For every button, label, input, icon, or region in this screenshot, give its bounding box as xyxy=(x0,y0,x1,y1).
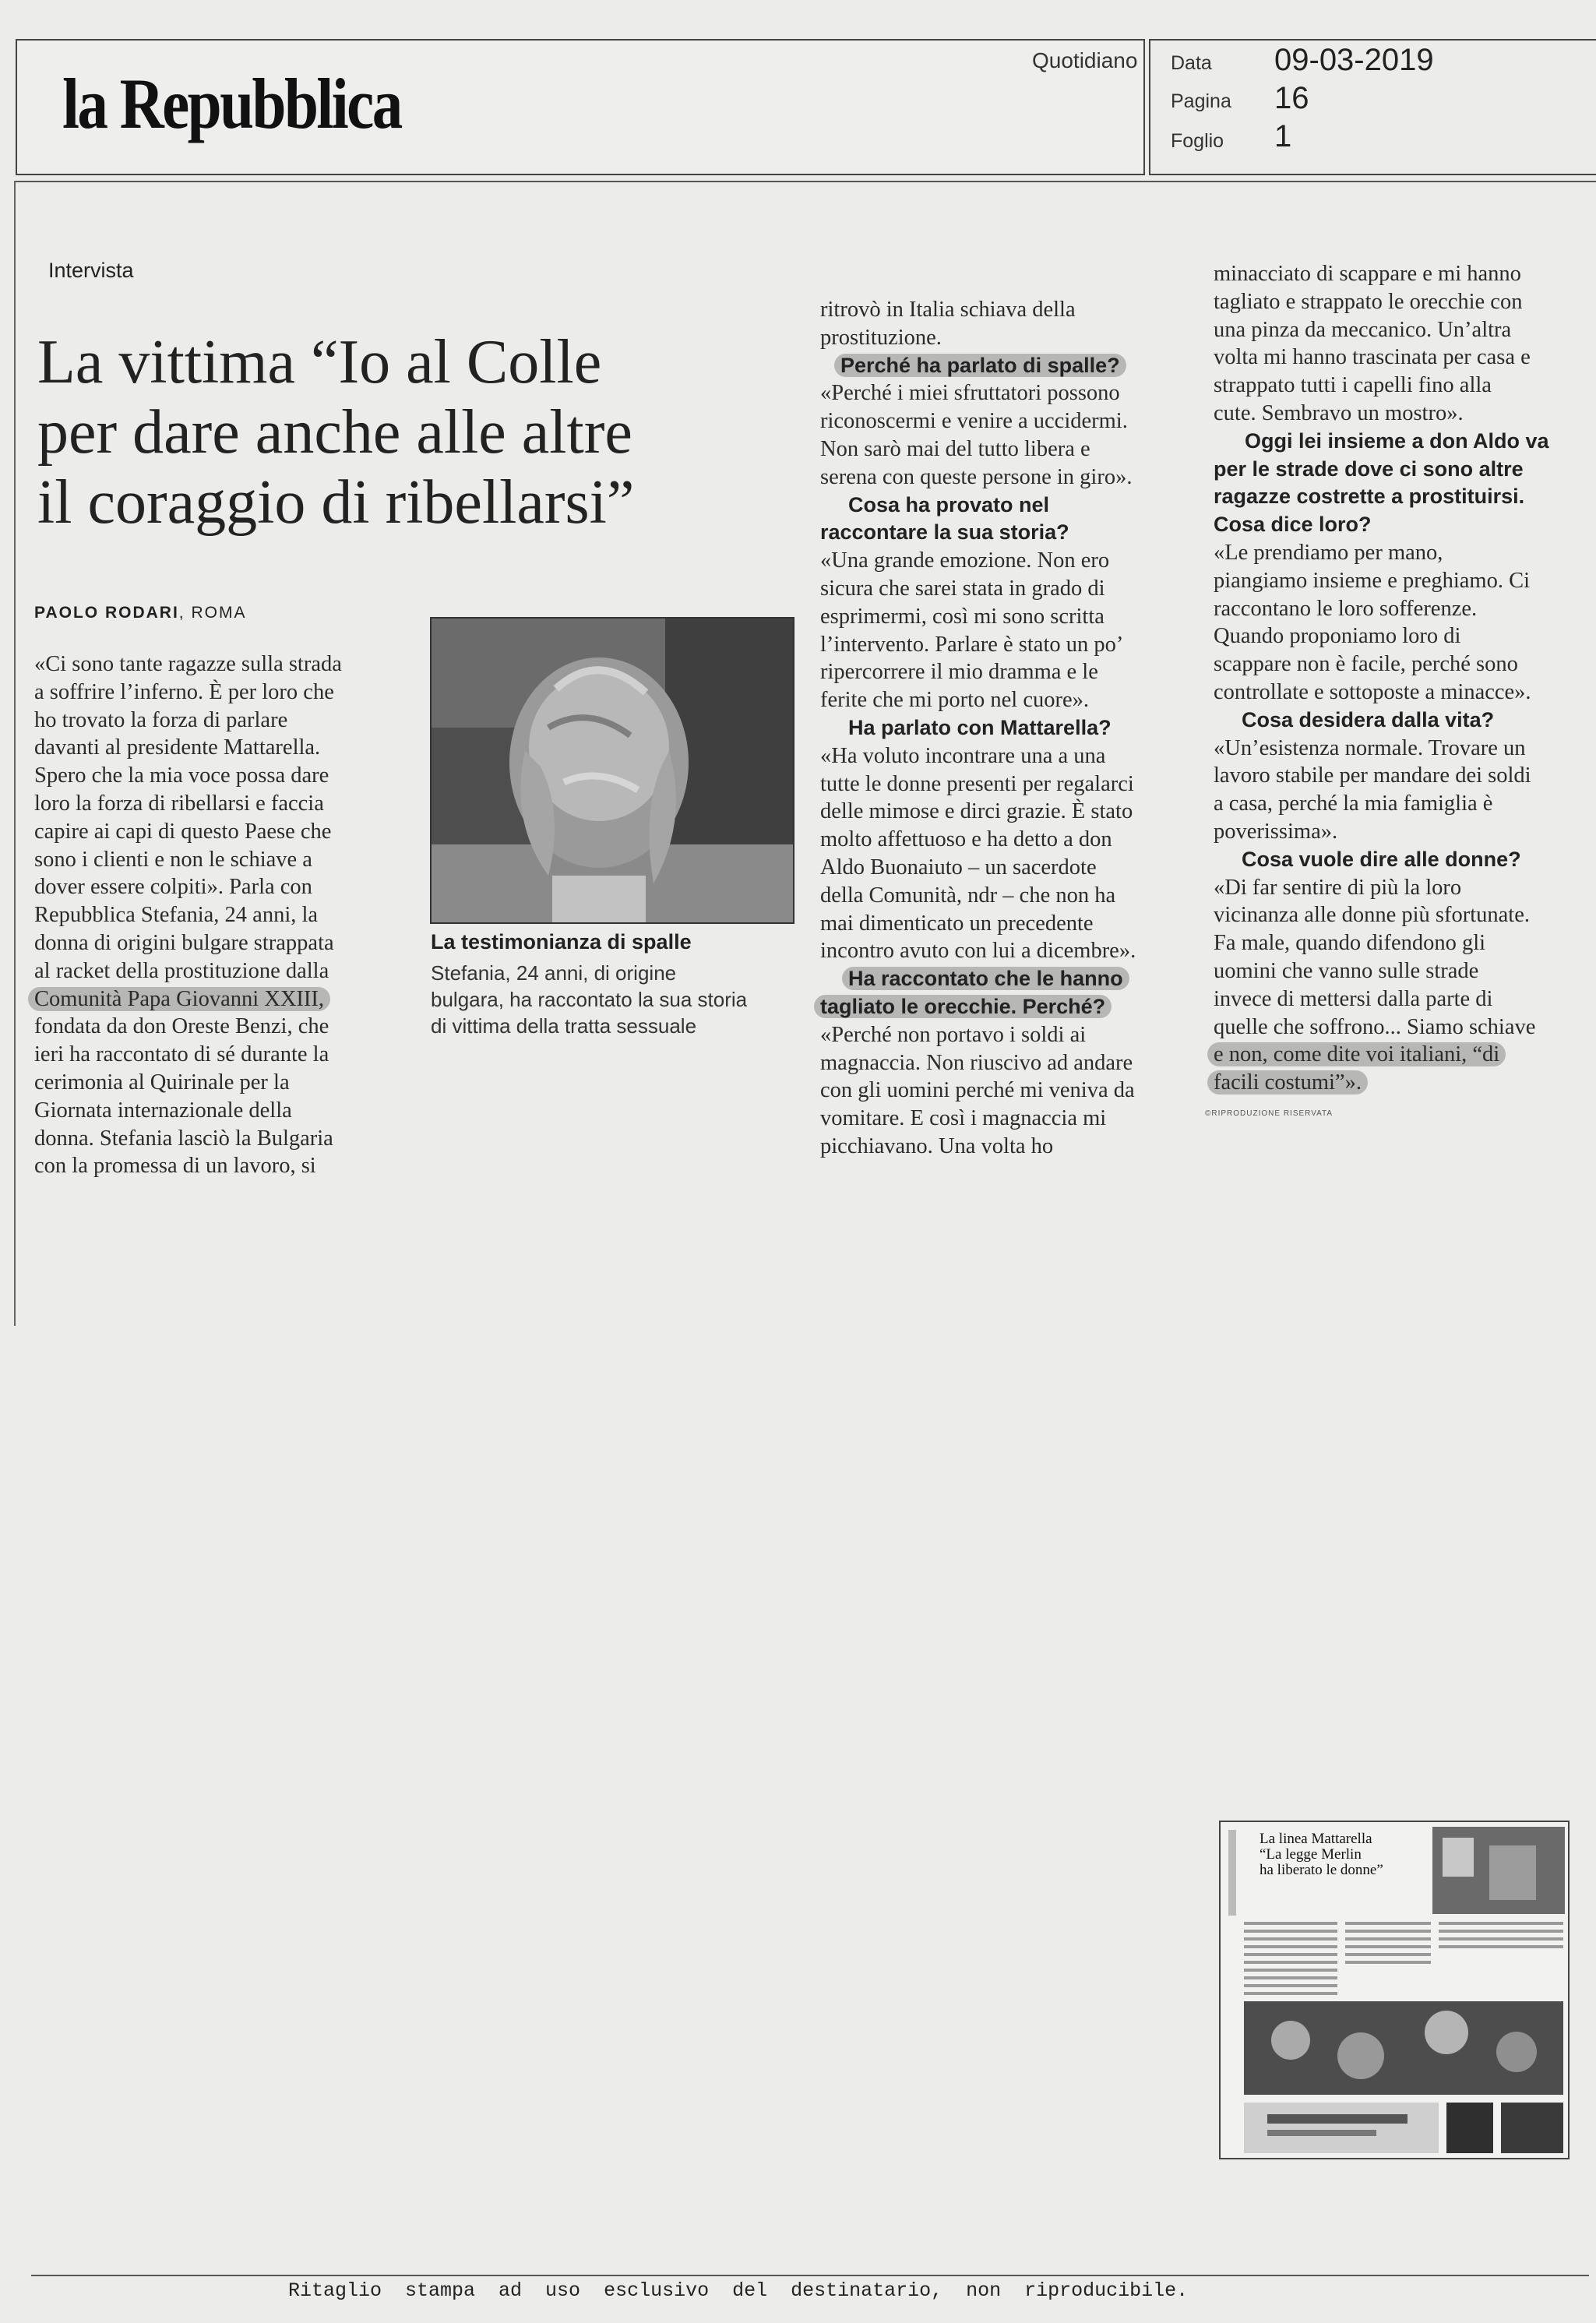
text-line: fondata da don Oreste Benzi, che xyxy=(34,1014,329,1039)
question-line xyxy=(820,965,1136,993)
text-line: cerimonia al Quirinale per la xyxy=(34,1070,290,1095)
text-line: ieri ha raccontato di sé durante la xyxy=(34,1042,329,1067)
meta-value-pagina: 16 xyxy=(1274,81,1309,115)
text-line: «Le prendiamo per mano, xyxy=(1214,540,1443,565)
text-line: uomini che vanno sulle strade xyxy=(1214,958,1479,983)
text-line: magnaccia. Non riuscivo ad andare xyxy=(820,1050,1133,1075)
text-line: donna di origini bulgare strappata xyxy=(34,930,334,955)
article-frame-top xyxy=(16,181,1596,182)
highlighted-text: Comunità Papa Giovanni XXIII, xyxy=(28,987,330,1011)
thumbnail-headline-line: La linea Mattarella xyxy=(1260,1831,1372,1847)
text-line: piangiamo insieme e preghiamo. Ci xyxy=(1214,568,1531,593)
text-line: «Perché i miei sfruttatori possono xyxy=(820,381,1120,406)
text-line: «Ha voluto incontrare una a una xyxy=(820,743,1106,768)
text-line: tagliato e strappato le orecchie con xyxy=(1214,289,1523,314)
publication-frequency: Quotidiano xyxy=(1032,48,1138,72)
text-line: Aldo Buonaiuto – un sacerdote xyxy=(820,855,1097,879)
text-line: raccontano le loro sofferenze. xyxy=(1214,596,1478,621)
copyright-notice: ©RIPRODUZIONE RISERVATA xyxy=(1205,1109,1334,1118)
text-line: capire ai capi di questo Paese che xyxy=(34,819,332,844)
text-line: a soffrire l’inferno. È per loro che xyxy=(34,679,334,704)
question-line: per le strade dove ci sono altre xyxy=(1214,456,1524,481)
caption-line: bulgara, ha raccontato la sua storia xyxy=(431,988,748,1011)
section-label: Intervista xyxy=(48,259,134,282)
text-line: Spero che la mia voce possa dare xyxy=(34,763,329,788)
headline-line: La vittima “Io al Colle xyxy=(37,328,602,397)
question-line xyxy=(820,352,1136,380)
text-line: Repubblica Stefania, 24 anni, la xyxy=(34,903,319,928)
masthead: la Repubblica xyxy=(62,64,401,143)
footer-notice: Ritaglio stampa ad uso esclusivo del destinatario, non riproducibile. xyxy=(288,2279,1189,2302)
highlighted-question: Perché ha parlato di spalle? xyxy=(834,354,1126,377)
text-line: «Di far sentire di più la loro xyxy=(1214,875,1462,900)
highlighted-question: Ha raccontato che le hanno xyxy=(842,967,1129,990)
text-line: esprimermi, così mi sono scritta xyxy=(820,604,1105,629)
article-column-3 xyxy=(1214,260,1549,1097)
byline-author: PAOLO RODARI xyxy=(34,604,179,622)
photo-caption-title: La testimonianza di spalle xyxy=(431,930,692,954)
footer-rule xyxy=(31,2275,1589,2276)
text-line: a casa, perché la mia famiglia è xyxy=(1214,791,1493,816)
text-line: donna. Stefania lasciò la Bulgaria xyxy=(34,1126,333,1151)
thumbnail-headline-line: “La legge Merlin xyxy=(1260,1846,1362,1863)
question-line: Cosa ha provato nel xyxy=(848,492,1050,516)
text-line: tutte le donne presenti per regalarci xyxy=(820,771,1134,796)
meta-label-pagina: Pagina xyxy=(1171,90,1231,112)
text-line: sono i clienti e non le schiave a xyxy=(34,847,312,872)
text-line: «Perché non portavo i soldi ai xyxy=(820,1022,1087,1047)
caption-line: di vittima della tratta sessuale xyxy=(431,1014,697,1038)
headline-line: per dare anche alle altre xyxy=(37,398,632,467)
text-line: riconoscermi e venire a uccidermi. xyxy=(820,409,1128,434)
text-line: «Ci sono tante ragazze sulla strada xyxy=(34,652,342,676)
meta-value-foglio: 1 xyxy=(1274,119,1292,153)
text-line: vicinanza alle donne più sfortunate. xyxy=(1214,903,1530,928)
text-line: ho trovato la forza di parlare xyxy=(34,707,288,732)
text-line: Fa male, quando difendono gli xyxy=(1214,931,1486,956)
question-line: Cosa vuole dire alle donne? xyxy=(1242,847,1521,871)
text-line: «Una grande emozione. Non ero xyxy=(820,548,1110,573)
article-column-1 xyxy=(34,650,342,1180)
text-line: vomitare. E così i magnaccia mi xyxy=(820,1106,1107,1131)
question-line: Oggi lei insieme a don Aldo va xyxy=(1245,428,1549,453)
text-line: poverissima». xyxy=(1214,819,1338,844)
text-line: sicura che sarei stata in grado di xyxy=(820,576,1105,601)
text-line: con gli uomini perché mi veniva da xyxy=(820,1078,1135,1103)
article-column-2 xyxy=(820,296,1136,1161)
text-line: una pinza da meccanico. Un’altra xyxy=(1214,317,1512,342)
text-line: quelle che soffrono... Siamo schiave xyxy=(1214,1014,1536,1039)
byline-place: ROMA xyxy=(191,604,247,622)
text-line: lavoro stabile per mandare dei soldi xyxy=(1214,763,1531,788)
woman-from-behind-photo xyxy=(432,619,794,924)
text-line: molto affettuoso e ha detto a don xyxy=(820,827,1112,852)
text-line: serena con queste persone in giro». xyxy=(820,464,1133,489)
question-line: Ha parlato con Mattarella? xyxy=(848,715,1112,739)
text-line: mai dimenticato un precedente xyxy=(820,911,1094,936)
text-line: picchiavano. Una volta ho xyxy=(820,1133,1054,1158)
article-photo xyxy=(430,617,794,924)
question-line: Cosa dice loro? xyxy=(1214,513,1372,537)
byline: PAOLO RODARI, ROMA xyxy=(34,604,247,622)
text-line: davanti al presidente Mattarella. xyxy=(34,735,321,760)
text-line: controllate e sottoposte a minacce». xyxy=(1214,679,1531,704)
text-line: Quando proponiamo loro di xyxy=(1214,624,1461,649)
text-line: Non sarò mai del tutto libera e xyxy=(820,436,1090,461)
text-line: della Comunità, ndr – che non ha xyxy=(820,883,1116,908)
question-line: Cosa desidera dalla vita? xyxy=(1242,707,1495,731)
meta-label-foglio: Foglio xyxy=(1171,130,1224,152)
text-line xyxy=(1214,1041,1549,1069)
text-line: ritrovò in Italia schiava della xyxy=(820,298,1076,322)
text-line: invece di mettersi dalla parte di xyxy=(1214,986,1493,1011)
text-line: loro la forza di ribellarsi e faccia xyxy=(34,791,324,816)
highlighted-question: tagliato le orecchie. Perché? xyxy=(814,995,1112,1018)
text-line: l’intervento. Parlare è stato un po’ xyxy=(820,632,1124,657)
thumbnail-headline xyxy=(1260,1831,1383,1878)
meta-label-data: Data xyxy=(1171,52,1212,74)
text-line: cute. Sembravo un mostro». xyxy=(1214,400,1464,425)
text-line: dover essere colpiti». Parla con xyxy=(34,875,312,900)
photo-caption xyxy=(431,960,805,1039)
question-line xyxy=(820,993,1136,1021)
text-line xyxy=(1214,1069,1549,1097)
text-line: ferite che mi porto nel cuore». xyxy=(820,688,1090,713)
text-line: ripercorrere il mio dramma e le xyxy=(820,660,1098,685)
meta-value-data: 09-03-2019 xyxy=(1274,43,1434,77)
text-line: incontro avuto con lui a dicembre». xyxy=(820,939,1136,964)
highlighted-text: e non, come dite voi italiani, “di xyxy=(1207,1042,1506,1066)
thumbnail-headline-line: ha liberato le donne” xyxy=(1260,1862,1383,1878)
text-line: con la promessa di un lavoro, si xyxy=(34,1154,316,1179)
article-frame-left xyxy=(14,181,16,1326)
text-line: minacciato di scappare e mi hanno xyxy=(1214,262,1521,286)
highlighted-text: facili costumi”». xyxy=(1207,1070,1368,1095)
text-line: «Un’esistenza normale. Trovare un xyxy=(1214,735,1526,760)
caption-line: Stefania, 24 anni, di origine xyxy=(431,961,677,985)
text-line: al racket della prostituzione dalla xyxy=(34,958,329,983)
text-line: strappato tutti i capelli fino alla xyxy=(1214,373,1492,398)
headline xyxy=(37,327,816,538)
page-thumbnail xyxy=(1219,1821,1570,2159)
text-line: delle mimose e dirci grazie. È stato xyxy=(820,799,1133,824)
text-line: scappare non è facile, perché sono xyxy=(1214,652,1518,677)
headline-line: il coraggio di ribellarsi” xyxy=(37,468,635,537)
text-line: volta mi hanno trascinata per casa e xyxy=(1214,345,1531,370)
text-line: prostituzione. xyxy=(820,325,942,350)
text-line xyxy=(34,985,342,1013)
question-line: ragazze costrette a prostituirsi. xyxy=(1214,485,1525,509)
question-line: raccontare la sua storia? xyxy=(820,520,1069,545)
text-line: Giornata internazionale della xyxy=(34,1098,292,1123)
